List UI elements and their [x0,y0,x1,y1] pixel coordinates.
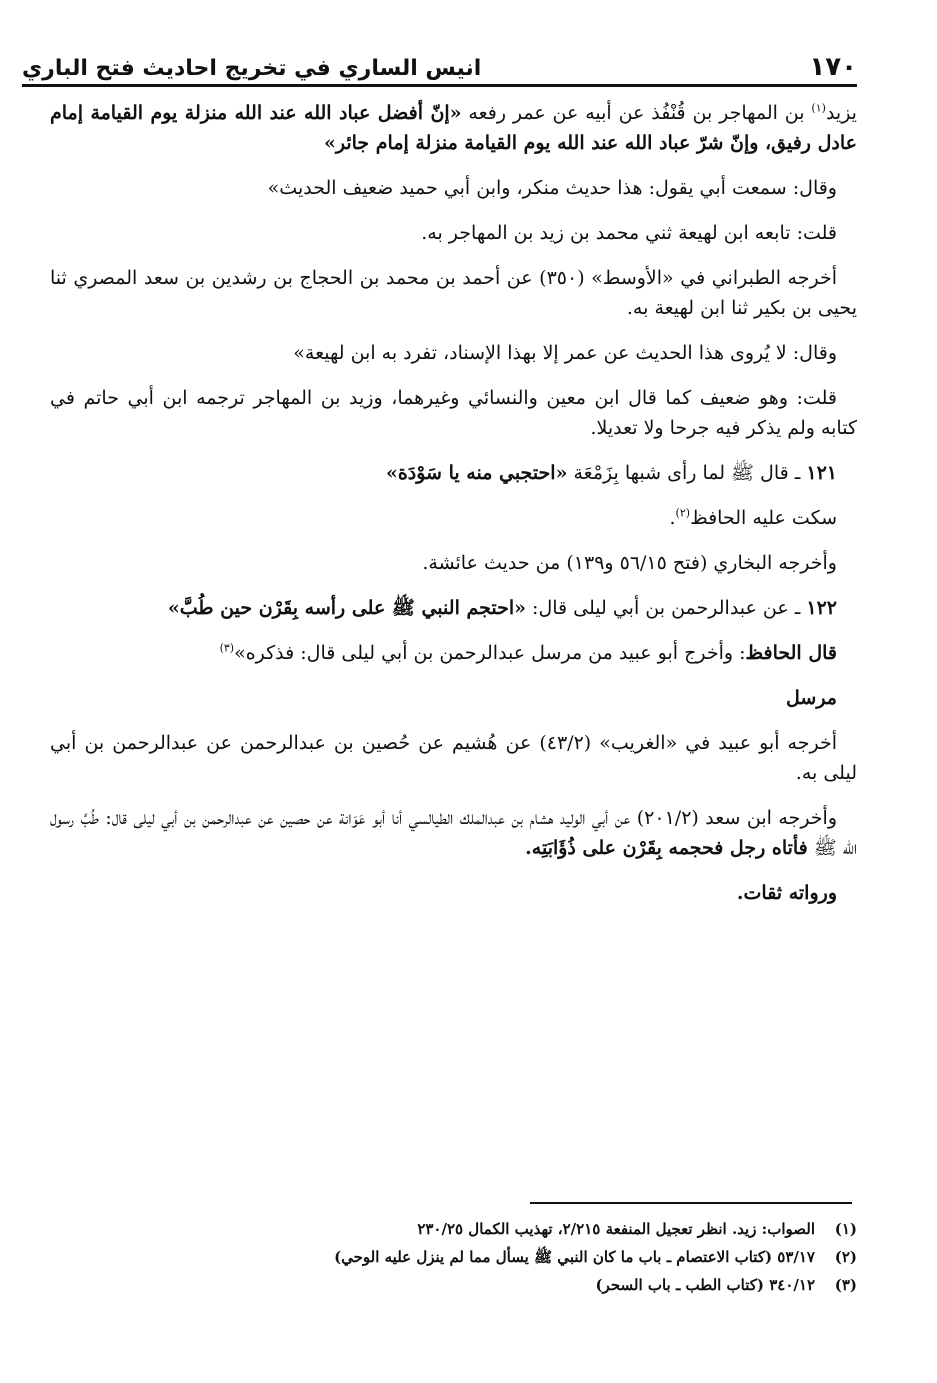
item-121-text: قال ﷺ لما رأى شبها بِزَمْعَة [567,462,789,484]
item-121-number: ١٢١ [806,462,837,484]
paragraph-7-end: . [669,507,676,529]
paragraph-2: وقال: سمعت أبي يقول: هذا حديث منكر، وابن أبي حميد ضعيف الحديث» [267,177,837,199]
paragraph-5: وقال: لا يُروى هذا الحديث عن عمر إلا بهذا الإسناد، تفرد به ابن لهيعة» [293,342,837,364]
footnote-ref-2: (٢) [675,506,691,520]
main-text [50,98,857,923]
paragraph-9-text: : وأخرج أبو عبيد من مرسل عبدالرحمن بن أبي ليلى قال: فذكره» [234,642,746,664]
footnote-divider [530,1202,852,1204]
paragraph-1-start: يزيد [825,102,857,124]
page-number: ١٧٠ [809,52,857,82]
item-121-hadith: «احتجبي منه يا سَوْدَة» [385,462,568,484]
footnote-ref-3: (٣) [219,641,235,655]
footnote-3 [50,1271,857,1299]
paragraph-7 [50,503,857,533]
paragraph-1 [50,98,857,158]
footnote-2-text: ٥٣/١٧ (كتاب الاعتصام ـ باب ما كان النبي ﷺ يسأل مما لم ينزل عليه الوحي) [334,1248,815,1266]
paragraph-12-bold: فأتاه رجل فحجمه بِقَرْن على ذُؤَابَتِه. [525,837,808,859]
item-122-hadith: «احتجم النبي ﷺ على رأسه بِقَرْن حين طُبَّ» [167,597,526,619]
paragraph-4: أخرجه الطبراني في «الأوسط» (٣٥٠) عن أحمد بن محمد بن الحجاج بن رشدين بن سعد المصري ثنا يحيى بن بكير ثنا ابن لهيعة به. [50,267,857,319]
paragraph-12-text: وأخرجه ابن سعد (٢٠١/٢) عن أبي الوليد هشام بن عبدالملك الطيالسي أنا أبو عَوَانة عن حصين عن عبدالرحمن بن أبي ليلى قال: طُبَّ رسول الله ﷺ [50,807,857,859]
paragraph-1-text: بن المهاجر بن قُنْفُذ عن أبيه عن عمر رفعه [461,102,812,124]
page-header [22,40,857,87]
hadith-quote-1: «إنّ أفضل عباد الله عند الله منزلة يوم القيامة إمام عادل رفيق، وإنّ شرّ عباد الله عند الله يوم القيامة منزلة إمام جائر» [50,102,857,154]
paragraph-12 [50,803,857,863]
footnote-3-number: (٣) [834,1276,857,1294]
hafiz-label: قال الحافظ [745,642,837,664]
item-122 [50,593,857,623]
item-122-number: ١٢٢ [806,597,837,619]
paragraph-6: قلت: وهو ضعيف كما قال ابن معين والنسائي وغيرهما، وزيد بن المهاجر ترجمه ابن أبي حاتم في كتابه ولم يذكر فيه جرحا ولا تعديلا. [50,387,857,439]
paragraph-3: قلت: تابعه ابن لهيعة ثني محمد بن زيد بن المهاجر به. [421,222,837,244]
paragraph-10: مرسل [786,687,837,709]
footnote-1-text: الصواب: زيد. انظر تعجيل المنفعة ٢/٢١٥، تهذيب الكمال ٢٣٠/٢٥ [417,1220,815,1238]
footnotes [50,1215,857,1299]
paragraph-11: أخرجه أبو عبيد في «الغريب» (٤٣/٢) عن هُشيم عن حُصين بن عبدالرحمن عن عبدالرحمن بن أبي ليلى به. [50,732,857,784]
footnote-1 [50,1215,857,1243]
paragraph-13: ورواته ثقات. [736,882,837,904]
item-122-text: عن عبدالرحمن بن أبي ليلى قال: [526,597,789,619]
running-title: انيس الساري في تخريج احاديث فتح الباري [22,56,482,81]
item-121 [50,458,857,488]
paragraph-8: وأخرجه البخاري (فتح ٥٦/١٥ و١٣٩) من حديث عائشة. [422,552,837,574]
footnote-ref-1: (١) [811,101,826,115]
footnote-3-text: ٣٤٠/١٢ (كتاب الطب ـ باب السحر) [595,1276,815,1294]
paragraph-9 [50,638,857,668]
paragraph-7-text: سكت عليه الحافظ [690,507,837,529]
footnote-1-number: (١) [834,1220,857,1238]
item-121-dash: ـ [788,462,807,484]
footnote-2 [50,1243,857,1271]
footnote-2-number: (٢) [834,1248,857,1266]
item-122-dash: ـ [788,597,807,619]
